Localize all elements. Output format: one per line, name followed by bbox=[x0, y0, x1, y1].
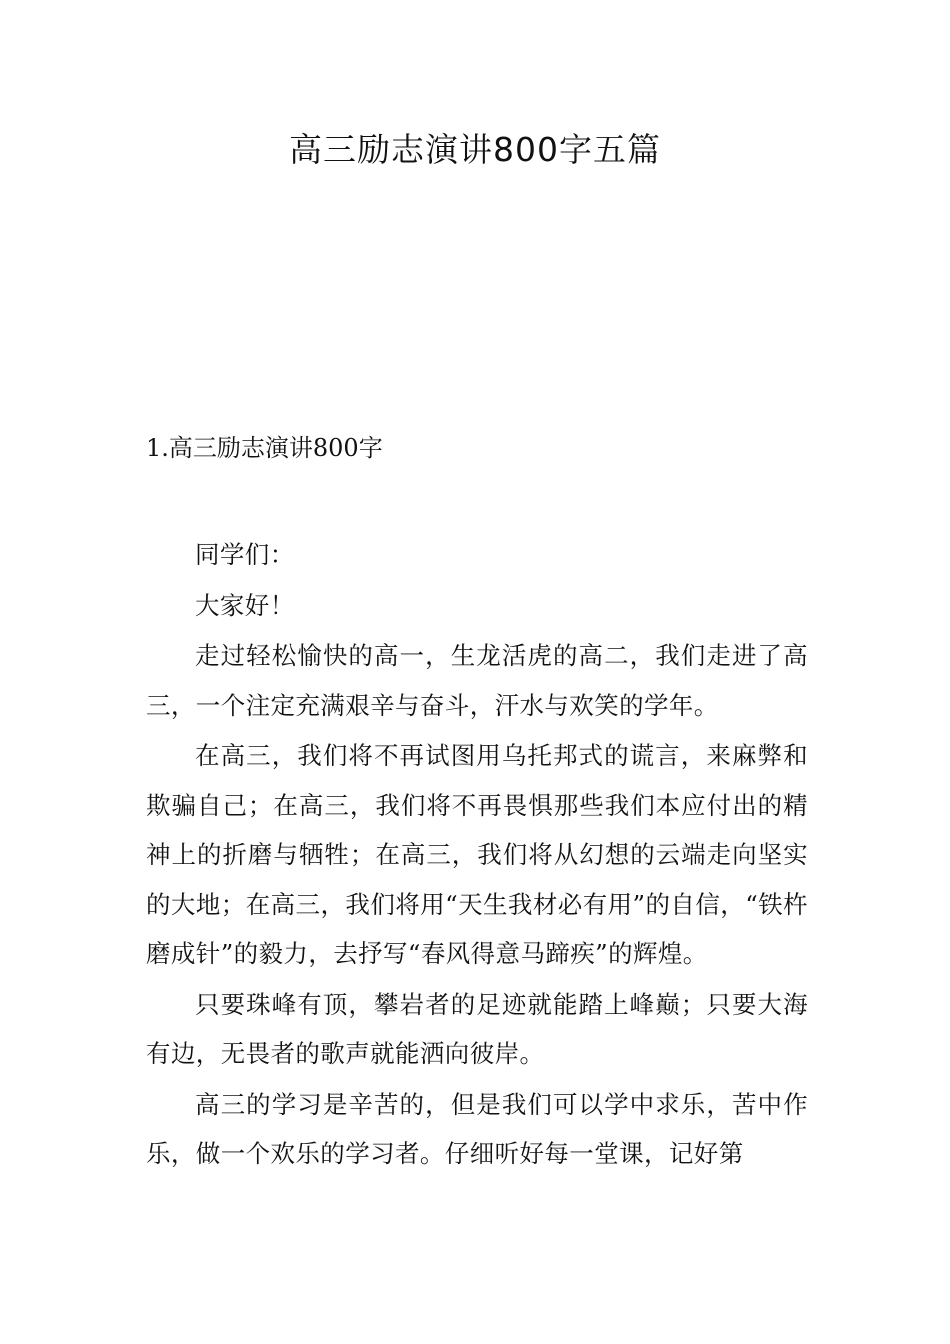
paragraph: 在高三，我们将不再试图用乌托邦式的谎言，来麻弊和欺骗自己；在高三，我们将不再畏惧那些我们本应付出的精神上的折磨与牺牲；在高三，我们将从幻想的云端走向坚实的大地；在高三，我们将用“天生我材必有用”的自信，“铁杵磨成针”的毅力，去抒写“春风得意马蹄疾”的辉煌。 bbox=[146, 741, 808, 968]
paragraph-greeting: 同学们： bbox=[195, 540, 295, 569]
paragraph: 高三的学习是辛苦的，但是我们可以学中求乐，苦中作乐，做一个欢乐的学习者。仔细听好每一堂课，记好第 bbox=[146, 1089, 808, 1168]
document-body bbox=[146, 530, 808, 1180]
paragraph-salutation: 大家好！ bbox=[195, 590, 295, 620]
paragraph: 走过轻松愉快的高一，生龙活虎的高二，我们走进了高三，一个注定充满艰辛与奋斗，汗水与欢笑的学年。 bbox=[146, 641, 808, 720]
section-heading: 1.高三励志演讲800字 bbox=[146, 434, 383, 462]
document-title: 高三励志演讲800字五篇 bbox=[289, 130, 661, 169]
paragraph: 只要珠峰有顶，攀岩者的足迹就能踏上峰巅；只要大海有边，无畏者的歌声就能洒向彼岸。 bbox=[146, 989, 808, 1068]
